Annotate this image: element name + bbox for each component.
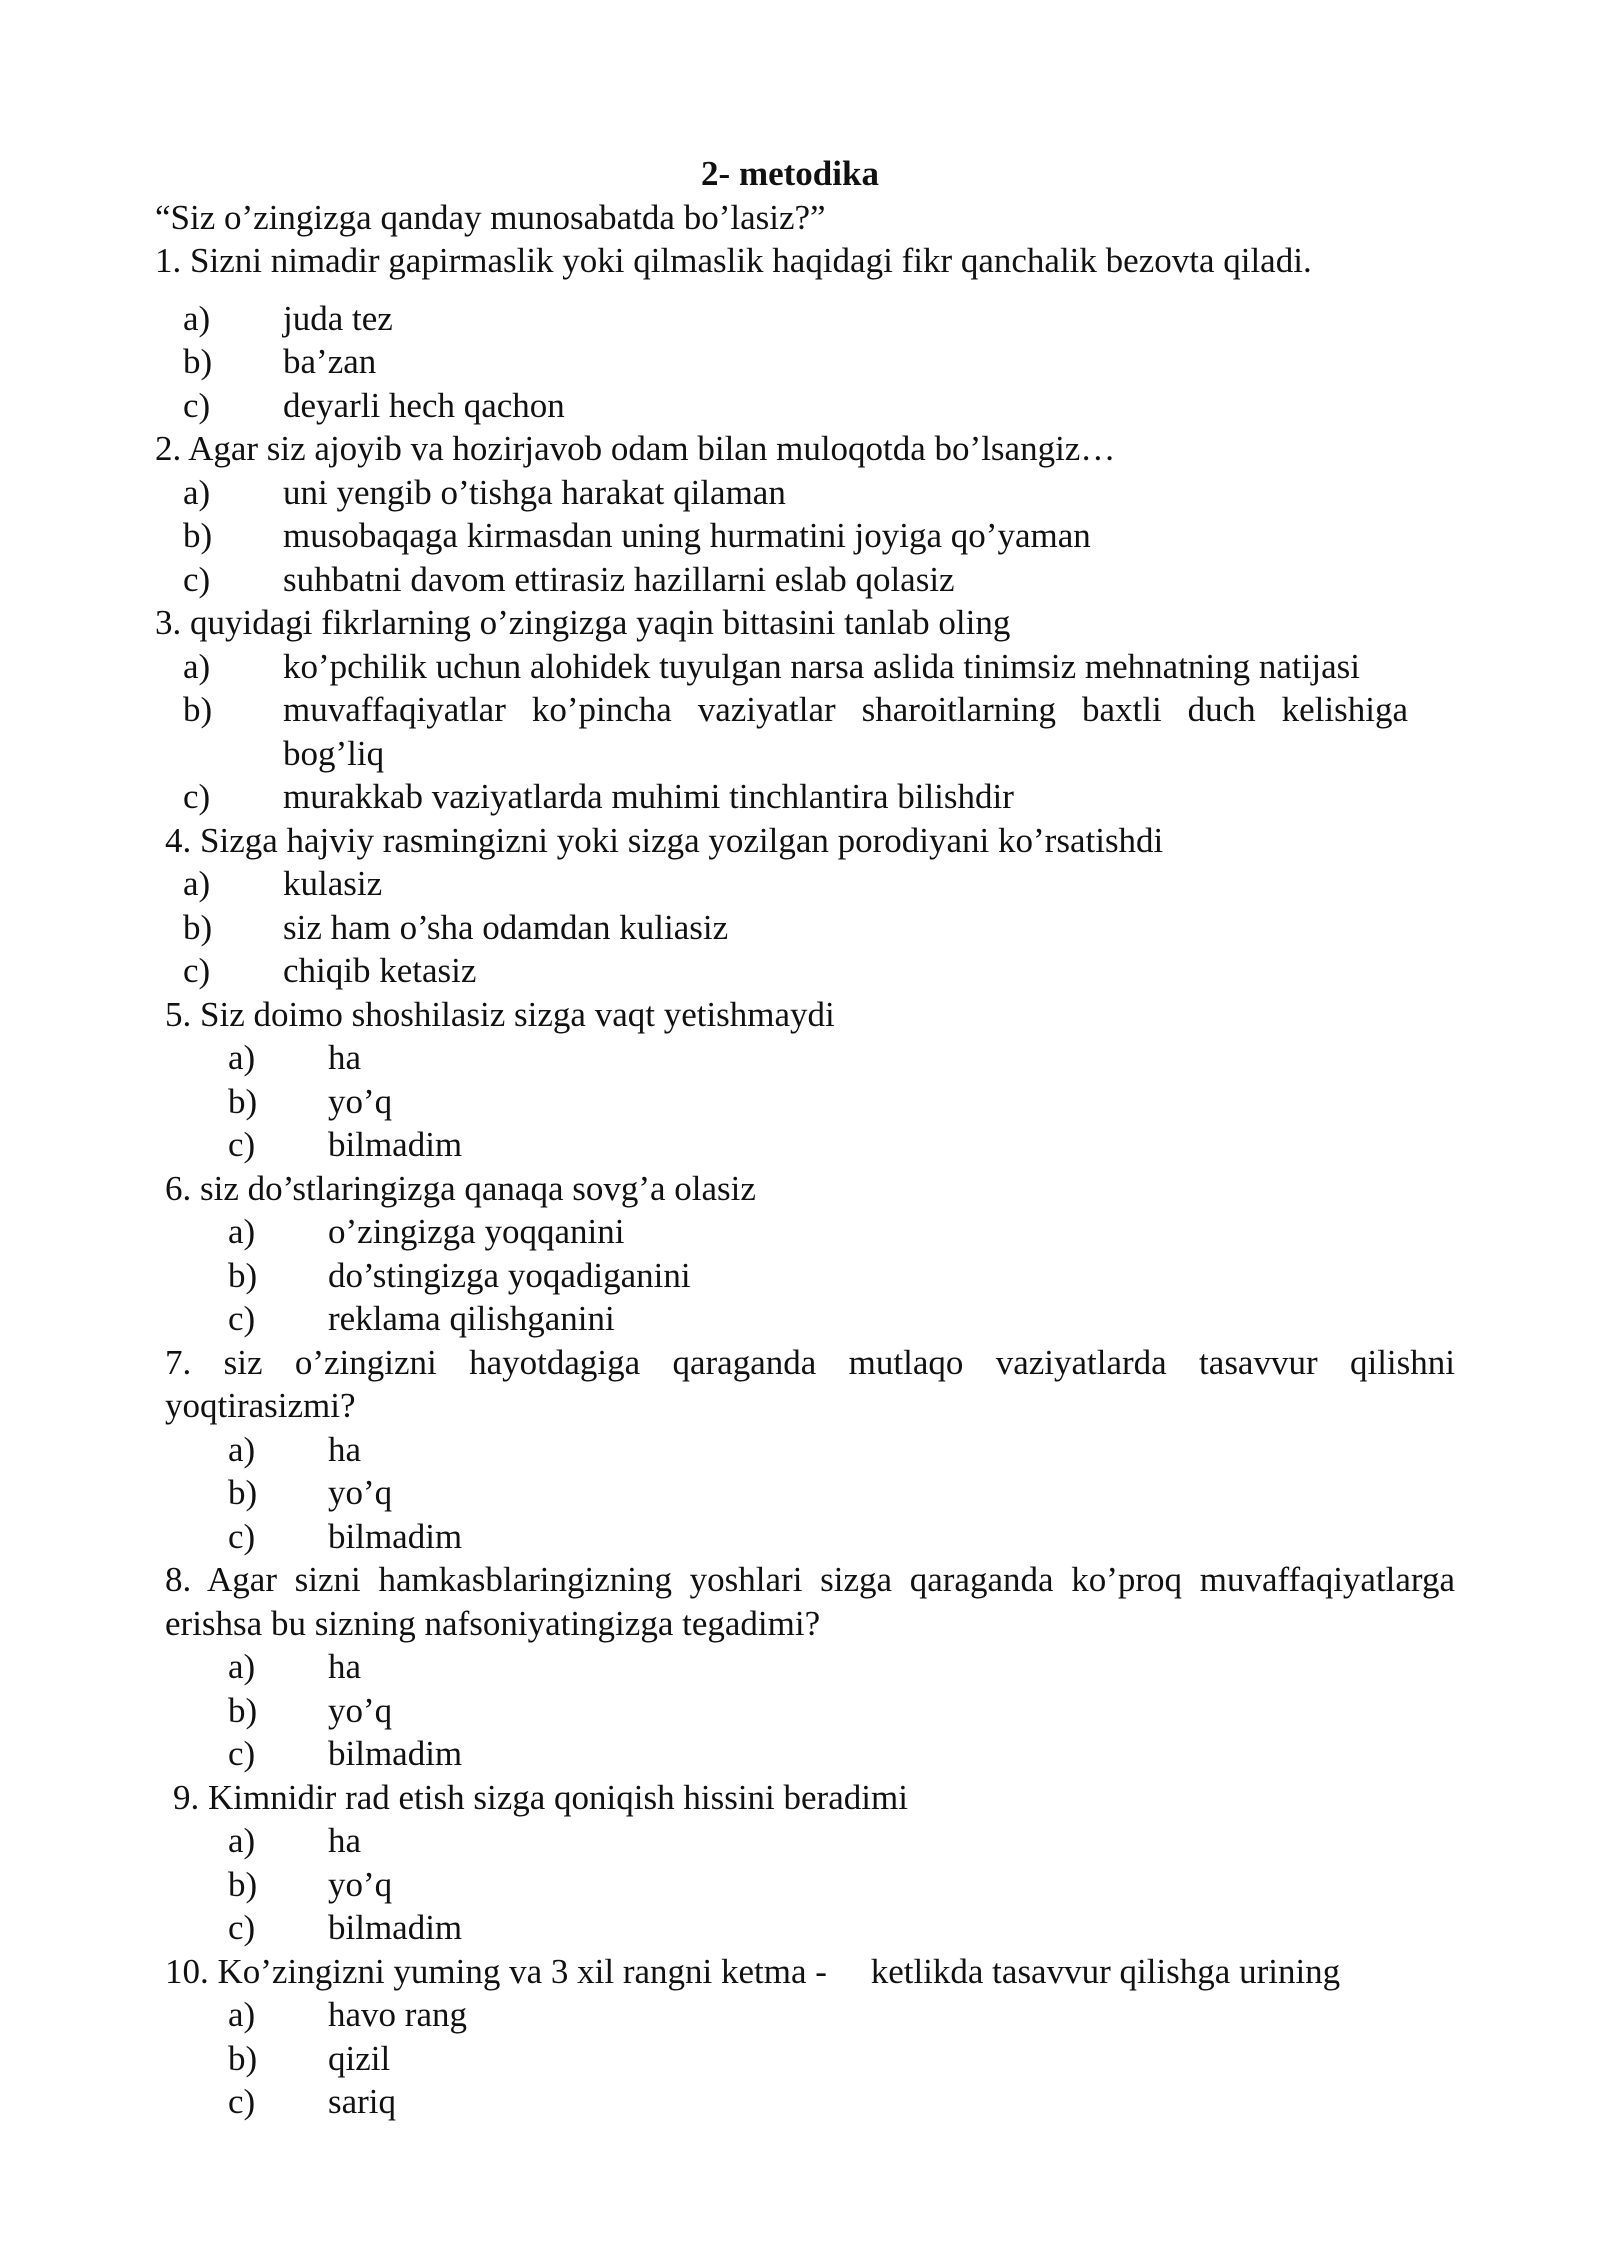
option-letter: b) (183, 342, 213, 381)
q2-option-a (155, 471, 1455, 515)
document-subtitle: “Siz o’zingizga qanday munosabatda bo’lasiz?” (155, 197, 826, 237)
option-text: yo’q (328, 1473, 393, 1512)
question-4: 4. Sizga hajviy rasmingizni yoki sizga yozilgan porodiyani ko’rsatishdi (165, 820, 1164, 860)
option-letter: c) (228, 1908, 256, 1947)
option-letter: a) (183, 472, 211, 512)
option-letter: b) (228, 1473, 258, 1512)
option-text: ha (328, 1038, 362, 1077)
option-text: yo’q (328, 1081, 393, 1121)
option-text: yo’q (328, 1690, 393, 1730)
q10-option-c (155, 2080, 1455, 2124)
option-text: ha (328, 1429, 362, 1469)
q7-option-a (155, 1428, 1455, 1472)
option-text: siz ham o’sha odamdan kuliasiz (283, 907, 729, 947)
q4-option-b (155, 906, 1455, 950)
option-text: bilmadim (328, 1516, 463, 1556)
option-text: ha (328, 1647, 362, 1686)
option-letter: c) (228, 2082, 256, 2121)
option-letter: a) (228, 1995, 256, 2034)
option-letter: a) (183, 646, 211, 686)
q9-option-c (155, 1906, 1455, 1950)
question-7: 7. siz o’zingizni hayotdagiga qaraganda mutlaqo vaziyatlarda tasavvur qilishni yoqtirasizmi? (165, 1342, 1455, 1425)
q10-option-b (155, 2037, 1455, 2081)
option-letter: c) (183, 777, 211, 816)
option-text: muvaffaqiyatlar ko’pincha vaziyatlar sharoitlarning baxtli duch kelishiga bog’liq (283, 690, 1408, 773)
q1-option-a (155, 297, 1455, 341)
option-text: chiqib ketasiz (283, 951, 477, 990)
option-letter: a) (228, 1038, 256, 1077)
option-text: murakkab vaziyatlarda muhimi tinchlantira bilishdir (283, 777, 1014, 816)
option-text: sariq (328, 2082, 397, 2121)
option-text: juda tez (283, 298, 393, 338)
option-letter: a) (183, 298, 211, 338)
option-letter: a) (228, 1647, 256, 1686)
q9-option-b (155, 1863, 1455, 1907)
option-letter: b) (228, 1255, 258, 1295)
q10-option-a (155, 1993, 1455, 2037)
question-2: 2. Agar siz ajoyib va hozirjavob odam bilan muloqotda bo’lsangiz… (155, 429, 1116, 468)
option-letter: b) (183, 690, 213, 729)
question-5: 5. Siz doimo shoshilasiz sizga vaqt yetishmaydi (165, 994, 835, 1034)
question-9: 9. Kimnidir rad etish sizga qoniqish hissini beradimi (173, 1777, 908, 1817)
option-text: bilmadim (328, 1908, 463, 1947)
question-1: 1. Sizni nimadir gapirmaslik yoki qilmaslik haqidagi fikr qanchalik bezovta qiladi. (155, 241, 1312, 280)
option-text: bilmadim (328, 1734, 463, 1773)
option-text: bilmadim (328, 1125, 463, 1164)
q5-option-b (155, 1080, 1455, 1124)
option-letter: c) (228, 1734, 256, 1773)
option-letter: a) (228, 1212, 256, 1251)
q3-option-b (155, 688, 1455, 775)
option-text: ba’zan (283, 342, 377, 381)
option-letter: a) (228, 1821, 256, 1860)
option-letter: b) (183, 516, 213, 555)
option-text: reklama qilishganini (328, 1299, 615, 1338)
option-text: suhbatni davom ettirasiz hazillarni eslab qolasiz (283, 559, 955, 599)
option-text: qizil (328, 2038, 391, 2078)
option-letter: c) (228, 1299, 256, 1338)
option-text: kulasiz (283, 864, 383, 903)
option-letter: c) (183, 951, 211, 990)
option-text: o’zingizga yoqqanini (328, 1212, 625, 1251)
question-3: 3. quyidagi fikrlarning o’zingizga yaqin bittasini tanlab oling (155, 603, 1011, 642)
q3-option-c (155, 775, 1455, 819)
q8-option-b (155, 1689, 1455, 1733)
q3-option-a (155, 645, 1455, 689)
option-letter: b) (228, 1081, 258, 1121)
q5-option-a (155, 1036, 1455, 1080)
q4-option-a (155, 862, 1455, 906)
option-letter: a) (228, 1429, 256, 1469)
option-text: yo’q (328, 1864, 393, 1904)
option-letter: c) (183, 385, 211, 425)
page-title: 2- metodika (701, 154, 879, 193)
q1-option-b (155, 340, 1455, 384)
q6-option-c (155, 1297, 1455, 1341)
option-text: ko’pchilik uchun alohidek tuyulgan narsa aslida tinimsiz mehnatning natijasi (283, 646, 1360, 686)
option-text: deyarli hech qachon (283, 385, 565, 425)
question-10: 10. Ko’zingizni yuming va 3 xil rangni ketma - ketlikda tasavvur qilishga urining (165, 1951, 1341, 1991)
option-text: havo rang (328, 1995, 467, 2034)
option-letter: b) (183, 907, 213, 947)
q6-option-a (155, 1210, 1455, 1254)
question-8: 8. Agar sizni hamkasblaringizning yoshlari sizga qaraganda ko’proq muvaffaqiyatlarga erishsa bu sizning nafsoniyatingizga tegadimi? (165, 1560, 1455, 1643)
option-text: musobaqaga kirmasdan uning hurmatini joyiga qo’yaman (283, 516, 1091, 555)
option-letter: b) (228, 1690, 258, 1730)
q7-option-c (155, 1515, 1455, 1559)
q4-option-c (155, 949, 1455, 993)
document-page (155, 152, 1455, 2124)
q6-option-b (155, 1254, 1455, 1298)
option-letter: c) (183, 559, 211, 599)
question-6: 6. siz do’stlaringizga qanaqa sovg’a olasiz (165, 1168, 756, 1208)
option-text: uni yengib o’tishga harakat qilaman (283, 472, 786, 512)
q8-option-a (155, 1645, 1455, 1689)
q8-option-c (155, 1732, 1455, 1776)
q2-option-b (155, 514, 1455, 558)
q5-option-c (155, 1123, 1455, 1167)
q7-option-b (155, 1471, 1455, 1515)
option-text: ha (328, 1821, 362, 1860)
q9-option-a (155, 1819, 1455, 1863)
option-text: do’stingizga yoqadiganini (328, 1255, 691, 1295)
option-letter: b) (228, 1864, 258, 1904)
q1-option-c (155, 384, 1455, 428)
option-letter: c) (228, 1125, 256, 1164)
option-letter: c) (228, 1516, 256, 1556)
q2-option-c (155, 558, 1455, 602)
option-letter: a) (183, 864, 211, 903)
option-letter: b) (228, 2038, 258, 2078)
